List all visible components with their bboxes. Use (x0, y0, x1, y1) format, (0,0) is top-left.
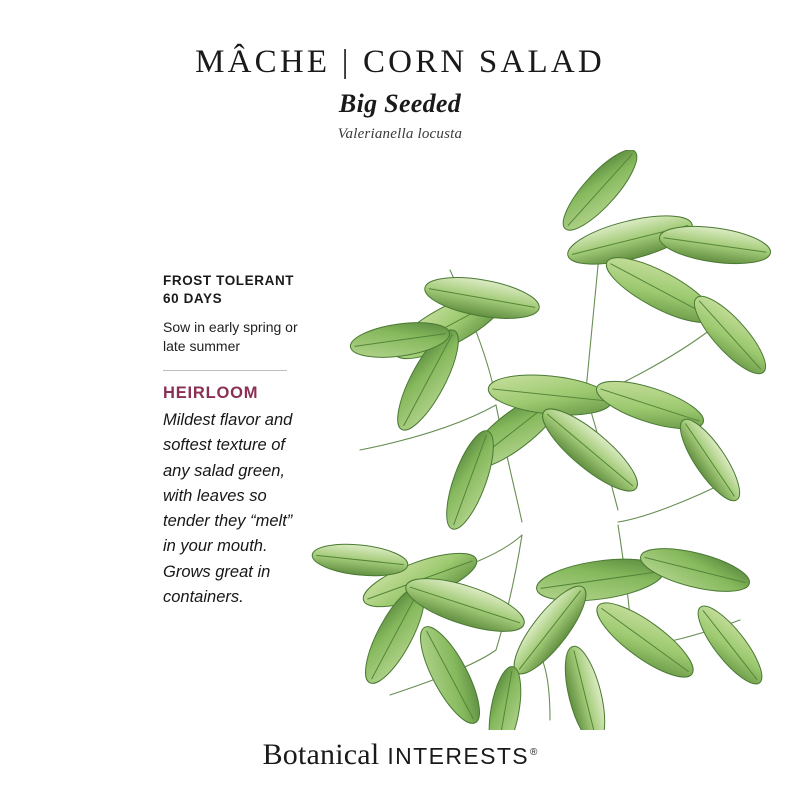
description-text: Mildest flavor and softest texture of any salad green, with leaves so tender they “melt” in your mouth. Grows great in containers. (163, 411, 293, 606)
attribute-line-1: FROST TOLERANT (163, 273, 295, 288)
divider (163, 370, 287, 371)
brand-secondary: INTERESTS (387, 743, 530, 769)
plant-illustration (300, 150, 800, 730)
variety-name: Big Seeded (338, 89, 462, 119)
sowing-instructions: Sow in early spring or late summer (163, 319, 298, 355)
trademark-symbol: ® (530, 747, 538, 758)
brand-footer (0, 738, 800, 772)
brand-primary: Botanical (262, 738, 380, 771)
latin-name: Valerianella locusta (337, 126, 463, 143)
info-column (163, 272, 315, 610)
attribute-line-2: 60 DAYS (163, 291, 223, 307)
page-title: MÂCHE | CORN SALAD (195, 44, 605, 80)
brand-logo (263, 738, 538, 772)
packet-header (0, 44, 800, 143)
status-badge: HEIRLOOM (163, 384, 259, 403)
